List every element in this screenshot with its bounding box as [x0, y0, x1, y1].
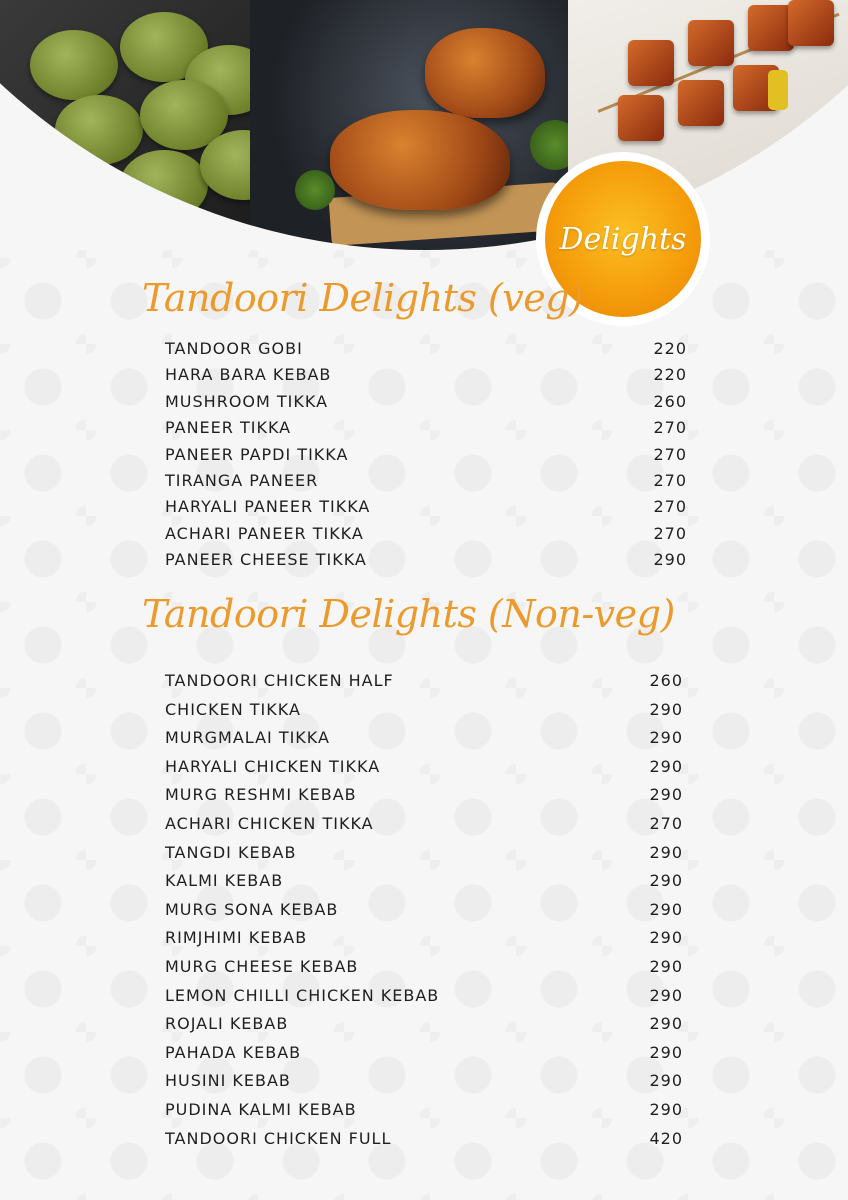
menu-item-price: 290 — [649, 699, 683, 719]
menu-item-price: 290 — [649, 1014, 683, 1034]
menu-item-name: MUSHROOM TIKKA — [165, 391, 329, 411]
menu-item-price: 290 — [649, 1100, 683, 1119]
section-title-veg: Tandoori Delights (veg) — [142, 276, 584, 320]
menu-item-price: 290 — [653, 550, 687, 570]
menu-item-name: MURG RESHMI KEBAB — [165, 785, 357, 805]
menu-item-name: HARA BARA KEBAB — [165, 365, 332, 385]
menu-item-price: 290 — [649, 985, 683, 1005]
menu-item-name: TANGDI KEBAB — [165, 842, 297, 862]
menu-item-name: PANEER TIKKA — [165, 418, 292, 438]
menu-item-price: 290 — [649, 957, 683, 976]
menu-item-price: 270 — [649, 814, 683, 833]
menu-item-price: 290 — [649, 899, 683, 919]
menu-item-name: HUSINI KEBAB — [165, 1071, 291, 1091]
menu-item-price: 290 — [649, 871, 683, 891]
menu-item-price: 220 — [653, 339, 687, 358]
menu-item-price: 290 — [649, 1071, 683, 1091]
menu-item-name: MURG SONA KEBAB — [165, 899, 339, 919]
menu-item-name: TANDOORI CHICKEN HALF — [165, 671, 394, 690]
menu-item-name: PANEER PAPDI TIKKA — [165, 444, 349, 464]
menu-item-price: 290 — [649, 1042, 683, 1062]
menu-item-price: 220 — [653, 365, 687, 385]
menu-item-name: KALMI KEBAB — [165, 871, 284, 891]
menu-item-name: PAHADA KEBAB — [165, 1042, 302, 1062]
menu-item-name: RIMJHIMI KEBAB — [165, 928, 308, 948]
menu-item-price: 270 — [653, 497, 687, 517]
menu-item-name: PANEER CHEESE TIKKA — [165, 550, 367, 570]
menu-item-price: 260 — [653, 391, 687, 411]
menu-item-price: 270 — [653, 523, 687, 543]
menu-item-name: PUDINA KALMI KEBAB — [165, 1100, 357, 1119]
menu-item-name: TANDOORI CHICKEN FULL — [165, 1128, 392, 1148]
menu-item-name: ROJALI KEBAB — [165, 1014, 289, 1034]
menu-item-price: 270 — [653, 444, 687, 464]
menu-item-name: TIRANGA PANEER — [165, 471, 319, 490]
menu-item-price: 290 — [649, 928, 683, 948]
menu-item-price: 290 — [649, 785, 683, 805]
menu-item-price: 270 — [653, 418, 687, 438]
menu-item-name: CHICKEN TIKKA — [165, 699, 301, 719]
menu-item-price: 270 — [653, 471, 687, 490]
menu-item-name: HARYALI CHICKEN TIKKA — [165, 756, 381, 776]
menu-item-price: 290 — [649, 728, 683, 748]
menu-item-name: TANDOOR GOBI — [165, 339, 303, 358]
menu-item-price: 420 — [649, 1128, 683, 1148]
menu-item-name: LEMON CHILLI CHICKEN KEBAB — [165, 985, 440, 1005]
menu-item-price: 290 — [649, 842, 683, 862]
badge-text: Delights — [559, 221, 687, 257]
section-title-nonveg: Tandoori Delights (Non-veg) — [142, 592, 675, 636]
menu-item-name: ACHARI CHICKEN TIKKA — [165, 814, 374, 833]
menu-item-name: MURG CHEESE KEBAB — [165, 957, 359, 976]
menu-item-name: HARYALI PANEER TIKKA — [165, 497, 371, 517]
menu-item-price: 260 — [649, 671, 683, 690]
menu-item-name: MURGMALAI TIKKA — [165, 728, 330, 748]
menu-item-price: 290 — [649, 756, 683, 776]
menu-item-name: ACHARI PANEER TIKKA — [165, 523, 364, 543]
